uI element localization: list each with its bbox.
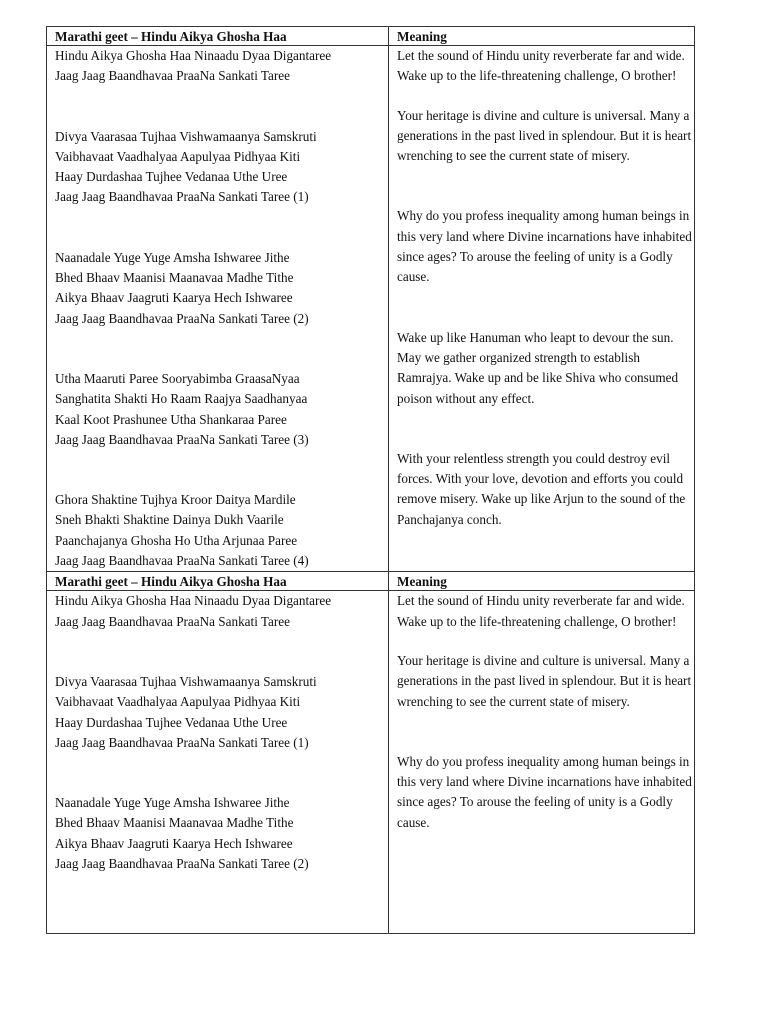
lyrics-table [46, 26, 695, 934]
meaning-stanza: Let the sound of Hindu unity reverberate far and wide. Wake up to the life-threatening challenge, O brother! [397, 48, 685, 84]
marathi-stanza: Divya Vaarasaa Tujhaa Vishwamaanya Samskruti Vaibhavaat Vaadhalyaa Aapulyaa Pidhyaa Kiti Haay Durdashaa Tujhee Vedanaa Uthe Uree Jaag Jaag Baandhavaa PraaNa Sankati Taree (1) [55, 673, 317, 750]
table-row [47, 591, 695, 934]
marathi-stanza: Utha Maaruti Paree Sooryabimba GraasaNyaa Sanghatita Shakti Ho Raam Raajya Saadhanyaa Kaal Koot Prashunee Utha Shankaraa Paree Jaag Jaag Baandhavaa PraaNa Sankati Taree (3) [55, 370, 309, 447]
marathi-stanza: Ghora Shaktine Tujhya Kroor Daitya Mardile Sneh Bhakti Shaktine Dainya Dukh Vaarile Paanchajanya Ghosha Ho Utha Arjunaa Paree Jaag Jaag Baandhavaa PraaNa Sankati Taree (4) [55, 492, 309, 569]
marathi-stanza: Naanadale Yuge Yuge Amsha Ishwaree Jithe Bhed Bhaav Maanisi Maanavaa Madhe Tithe Aikya Bhaav Jaagruti Kaarya Hech Ishwaree Jaag Jaag Baandhavaa PraaNa Sankati Taree (2) [55, 795, 309, 872]
meaning-cell [389, 591, 695, 934]
marathi-stanza: Naanadale Yuge Yuge Amsha Ishwaree Jithe Bhed Bhaav Maanisi Maanavaa Madhe Tithe Aikya Bhaav Jaagruti Kaarya Hech Ishwaree Jaag Jaag Baandhavaa PraaNa Sankati Taree (2) [55, 249, 309, 326]
marathi-lyrics-cell [47, 46, 389, 572]
meaning-stanza: Why do you profess inequality among human beings in this very land where Divine incarnations have inhabited since ages? To arouse the feeling of unity is a Godly cause. [397, 753, 692, 830]
marathi-column-header: Marathi geet – Hindu Aikya Ghosha Haa [47, 27, 389, 46]
meaning-stanza: Why do you profess inequality among human beings in this very land where Divine incarnations have inhabited since ages? To arouse the feeling of unity is a Godly cause. [397, 208, 692, 285]
table-header-row [47, 572, 695, 591]
meaning-column-header: Meaning [389, 572, 695, 591]
meaning-stanza: Your heritage is divine and culture is universal. Many a generations in the past lived in splendour. But it is heart wrenching to see the current state of misery. [397, 107, 692, 164]
meaning-column-header: Meaning [389, 27, 695, 46]
meaning-stanza: Your heritage is divine and culture is universal. Many a generations in the past lived in splendour. But it is heart wrenching to see the current state of misery. [397, 652, 692, 709]
meaning-stanza: With your relentless strength you could destroy evil forces. With your love, devotion and efforts you could remove misery. Wake up like Arjun to the sound of the Panchajanya conch. [397, 450, 686, 527]
table-row [47, 46, 695, 572]
marathi-column-header: Marathi geet – Hindu Aikya Ghosha Haa [47, 572, 389, 591]
marathi-lyrics-cell [47, 591, 389, 934]
marathi-stanza: Hindu Aikya Ghosha Haa Ninaadu Dyaa Digantaree Jaag Jaag Baandhavaa PraaNa Sankati Taree [55, 48, 332, 84]
meaning-stanza: Let the sound of Hindu unity reverberate far and wide. Wake up to the life-threatening challenge, O brother! [397, 593, 685, 629]
table-header-row [47, 27, 695, 46]
document-page [46, 26, 694, 934]
meaning-cell [389, 46, 695, 572]
marathi-stanza: Hindu Aikya Ghosha Haa Ninaadu Dyaa Digantaree Jaag Jaag Baandhavaa PraaNa Sankati Taree [55, 593, 332, 629]
marathi-stanza: Divya Vaarasaa Tujhaa Vishwamaanya Samskruti Vaibhavaat Vaadhalyaa Aapulyaa Pidhyaa Kiti Haay Durdashaa Tujhee Vedanaa Uthe Uree Jaag Jaag Baandhavaa PraaNa Sankati Taree (1) [55, 128, 317, 205]
meaning-stanza: Wake up like Hanuman who leapt to devour the sun. May we gather organized strength to establish Ramrajya. Wake up and be like Shiva who consumed poison without any effect. [397, 329, 679, 406]
